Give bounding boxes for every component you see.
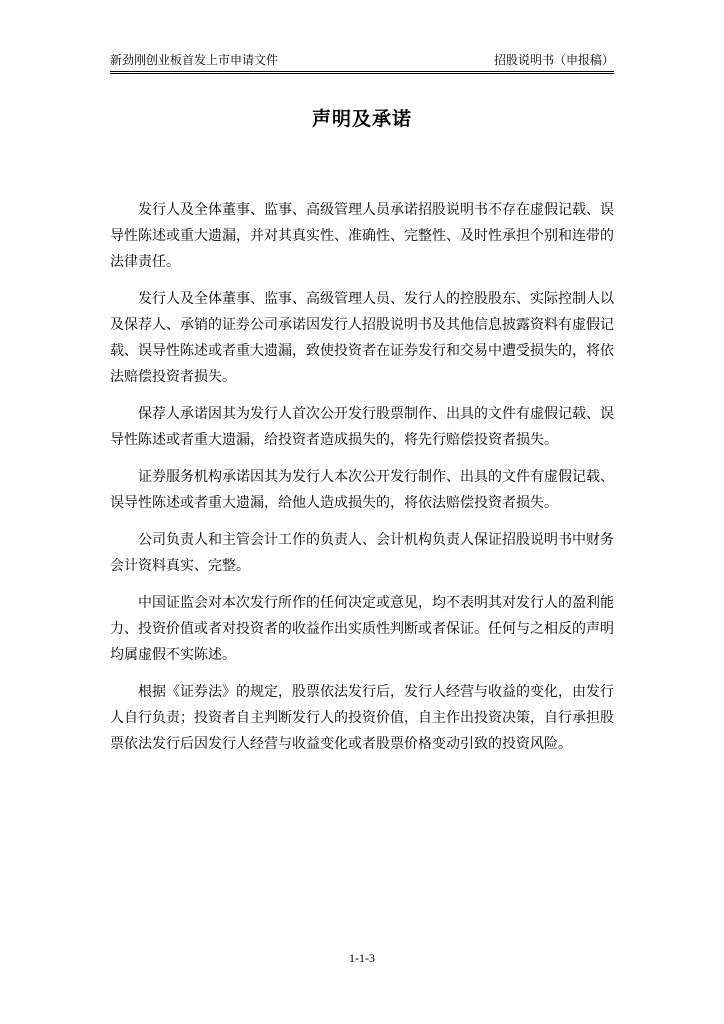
page-header	[110, 50, 614, 70]
page-number: 1-1-3	[349, 951, 375, 965]
paragraph-service-institution-commitment: 证券服务机构承诺因其为发行人本次公开发行制作、出具的文件有虚假记载、误导性陈述或者重大遗漏，给他人造成损失的，将依法赔偿投资者损失。	[110, 469, 614, 511]
paragraph-accounting-guarantee: 公司负责人和主管会计工作的负责人、会计机构负责人保证招股说明书中财务会计资料真实、完整。	[110, 532, 614, 574]
paragraph-issuer-commitment: 发行人及全体董事、监事、高级管理人员承诺招股说明书不存在虚假记载、误导性陈述或重大遗漏，并对其真实性、准确性、完整性、及时性承担个别和连带的法律责任。	[110, 202, 614, 270]
paragraph-csrc-disclaimer: 中国证监会对本次发行所作的任何决定或意见，均不表明其对发行人的盈利能力、投资价值或者对投资者的收益作出实质性判断或者保证。任何与之相反的声明均属虚假不实陈述。	[110, 595, 614, 663]
declaration-body	[110, 197, 614, 768]
header-document-type: 招股说明书（申报稿）	[493, 53, 614, 67]
paragraph-compensation-commitment: 发行人及全体董事、监事、高级管理人员、发行人的控股股东、实际控制人以及保荐人、承销的证券公司承诺因发行人招股说明书及其他信息披露资料有虚假记载、误导性陈述或者重大遗漏，致使投资者在证券发行和交易中遭受损失的，将依法赔偿投资者损失。	[110, 291, 614, 385]
header-document-name: 新劲刚创业板首发上市申请文件	[110, 53, 279, 67]
header-divider-secondary	[110, 73, 614, 74]
page-title: 声明及承诺	[311, 108, 412, 130]
paragraph-investment-risk: 根据《证券法》的规定，股票依法发行后，发行人经营与收益的变化，由发行人自行负责；投资者自主判断发行人的投资价值，自主作出投资决策，自行承担股票依法发行后因发行人经营与收益变化或者股票价格变动引致的投资风险。	[110, 684, 614, 752]
paragraph-sponsor-commitment: 保荐人承诺因其为发行人首次公开发行股票制作、出具的文件有虚假记载、误导性陈述或者重大遗漏，给投资者造成损失的，将先行赔偿投资者损失。	[110, 406, 614, 448]
header-divider	[110, 71, 614, 72]
